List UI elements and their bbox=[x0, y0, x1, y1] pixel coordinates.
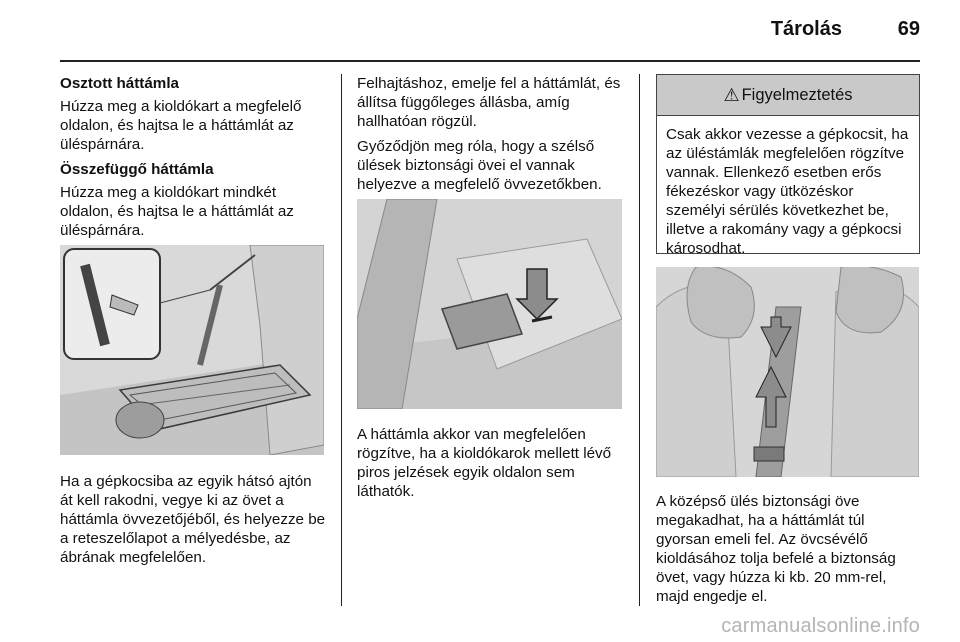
warning-header bbox=[657, 75, 919, 116]
paragraph-check-belts: Győződjön meg róla, hogy a szélső ülések biztonsági övei el vannak helyezve a megfelelő övvezetőkben. bbox=[357, 138, 602, 193]
warning-box bbox=[656, 74, 920, 257]
page-header bbox=[0, 0, 960, 62]
paragraph-split-backrest: Húzza meg a kioldókart a megfelelő oldalon, és hajtsa le a háttámlát az üléspárnára. bbox=[60, 98, 302, 153]
column-1-lower bbox=[60, 472, 326, 573]
column-divider-2 bbox=[639, 74, 640, 606]
photo-folded-rear-seat bbox=[60, 245, 324, 455]
paragraph-latch-engaged: A háttámla akkor van megfelelően rögzítve, ha a kioldókarok mellett lévő piros jelzések egyik oldalon sem láthatók. bbox=[357, 426, 612, 500]
paragraph-raise-backrest: Felhajtáshoz, emelje fel a háttámlát, és állítsa függőleges állásba, amíg hallhatóan rögzül. bbox=[357, 75, 621, 130]
paragraph-rear-door-loading: Ha a gépkocsiba az egyik hátsó ajtón át kell rakodni, vegye ki az övet a háttámla övvezetőjéből, és helyezze be a reteszelőlapot a mélyedésbe, az ábrának megfelelően. bbox=[60, 473, 326, 566]
warning-text: Csak akkor vezesse a gépkocsit, ha az üléstámlák megfelelően rögzítve vannak. Ellenkező esetben erős fékezéskor vagy ütközéskor személyi sérülés következhet be, illetve a rakomány vagy a gépkocsi károsodhat. bbox=[666, 126, 909, 257]
column-divider-1 bbox=[341, 74, 342, 606]
page-number: 69 bbox=[897, 18, 920, 40]
warning-triangle-icon: ⚠ bbox=[723, 84, 740, 105]
paragraph-center-belt-retractor: A középső ülés biztonsági öve megakadhat, ha a háttámlát túl gyorsan emeli fel. Az övcsévélő kioldásához tolja befelé a biztonság övet, vagy húzza ki kb. 20 mm-rel, majd engedje el. bbox=[656, 493, 896, 605]
section-title: Tárolás bbox=[770, 18, 842, 40]
warning-title: Figyelmeztetés bbox=[741, 85, 853, 104]
paragraph-one-piece-backrest: Húzza meg a kioldókart mindkét oldalon, és hajtsa le a háttámlát az üléspárnára. bbox=[60, 184, 294, 239]
column-1 bbox=[60, 74, 326, 246]
column-2-lower bbox=[357, 425, 625, 507]
photo-center-seat-belt bbox=[656, 267, 919, 477]
column-3-lower bbox=[656, 492, 920, 612]
header-rule bbox=[60, 60, 920, 62]
footer-watermark: carmanualsonline.info bbox=[721, 615, 920, 637]
heading-split-backrest: Osztott háttámla bbox=[60, 75, 179, 92]
photo-release-lever bbox=[357, 199, 622, 409]
heading-one-piece-backrest: Összefüggő háttámla bbox=[60, 161, 214, 178]
column-2 bbox=[357, 74, 625, 200]
